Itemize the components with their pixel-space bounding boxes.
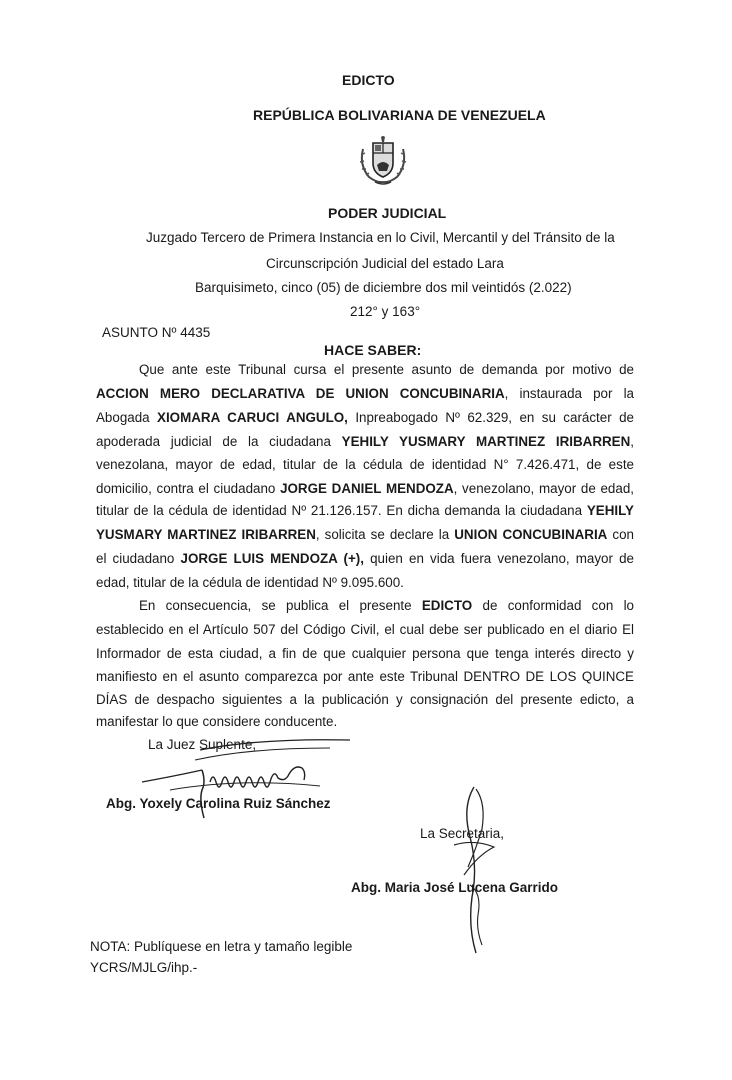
- judge-name: Abg. Yoxely Carolina Ruiz Sánchez: [106, 796, 331, 811]
- paragraph-line: Abogada XIOMARA CARUCI ANGULO, Inpreabogado Nº 62.329, en su carácter de: [96, 410, 634, 425]
- paragraph-line: Que ante este Tribunal cursa el presente asunto de demanda por motivo de: [139, 362, 634, 377]
- paragraph-line: domicilio, contra el ciudadano JORGE DANIEL MENDOZA, venezolano, mayor de edad,: [96, 481, 634, 496]
- hace-saber-heading: HACE SABER:: [324, 342, 422, 358]
- republic-title: REPÚBLICA BOLIVARIANA DE VENEZUELA: [253, 107, 546, 123]
- paragraph-line: edad, titular de la cédula de identidad Nº 9.095.600.: [96, 575, 404, 590]
- paragraph-line: manifiesto en el asunto comparezca por ante este Tribunal DENTRO DE LOS QUINCE: [96, 669, 634, 684]
- paragraph-line: En consecuencia, se publica el presente EDICTO de conformidad con lo: [139, 598, 634, 613]
- paragraph-line: venezolana, mayor de edad, titular de la cédula de identidad N° 7.426.471, de este: [96, 457, 634, 472]
- judge-title: La Juez Suplente,: [148, 737, 257, 752]
- coat-of-arms-seal: [355, 135, 411, 187]
- jurisdiction: Circunscripción Judicial del estado Lara: [266, 256, 504, 271]
- secretary-title: La Secretaria,: [420, 826, 505, 841]
- case-number: ASUNTO Nº 4435: [102, 325, 211, 340]
- paragraph-line: establecido en el Artículo 507 del Código Civil, el cual debe ser publicado en el diario El: [96, 622, 634, 637]
- paragraph-line: el ciudadano JORGE LUIS MENDOZA (+), quien en vida fuera venezolano, mayor de: [96, 551, 634, 566]
- paragraph-line: ACCION MERO DECLARATIVA DE UNION CONCUBINARIA, instaurada por la: [96, 386, 634, 401]
- paragraph-line: titular de la cédula de identidad Nº 21.126.157. En dicha demanda la ciudadana YEHILY: [96, 503, 634, 518]
- footer-initials: YCRS/MJLG/ihp.-: [90, 960, 198, 975]
- footer-note: NOTA: Publíquese en letra y tamaño legible: [90, 939, 353, 954]
- paragraph-line: apoderada judicial de la ciudadana YEHILY YUSMARY MARTINEZ IRIBARREN,: [96, 434, 634, 449]
- years-line: 212° y 163°: [350, 304, 421, 319]
- court-name: Juzgado Tercero de Primera Instancia en lo Civil, Mercantil y del Tránsito de la: [146, 230, 615, 245]
- paragraph-line: DÍAS de despacho siguientes a la publicación y consignación del presente edicto, a: [96, 692, 634, 707]
- doc-title: EDICTO: [342, 72, 395, 88]
- date-line: Barquisimeto, cinco (05) de diciembre dos mil veintidós (2.022): [195, 280, 572, 295]
- secretary-name: Abg. Maria José Lucena Garrido: [351, 880, 559, 895]
- secretary-signature: [440, 785, 510, 955]
- paragraph-line: Informador de esta ciudad, a fin de que cualquier persona que tenga interés directo y: [96, 646, 634, 661]
- paragraph-line: manifestar lo que considere conducente.: [96, 714, 338, 729]
- judicial-power-title: PODER JUDICIAL: [328, 205, 447, 221]
- paragraph-line: YUSMARY MARTINEZ IRIBARREN, solicita se declare la UNION CONCUBINARIA con: [96, 527, 634, 542]
